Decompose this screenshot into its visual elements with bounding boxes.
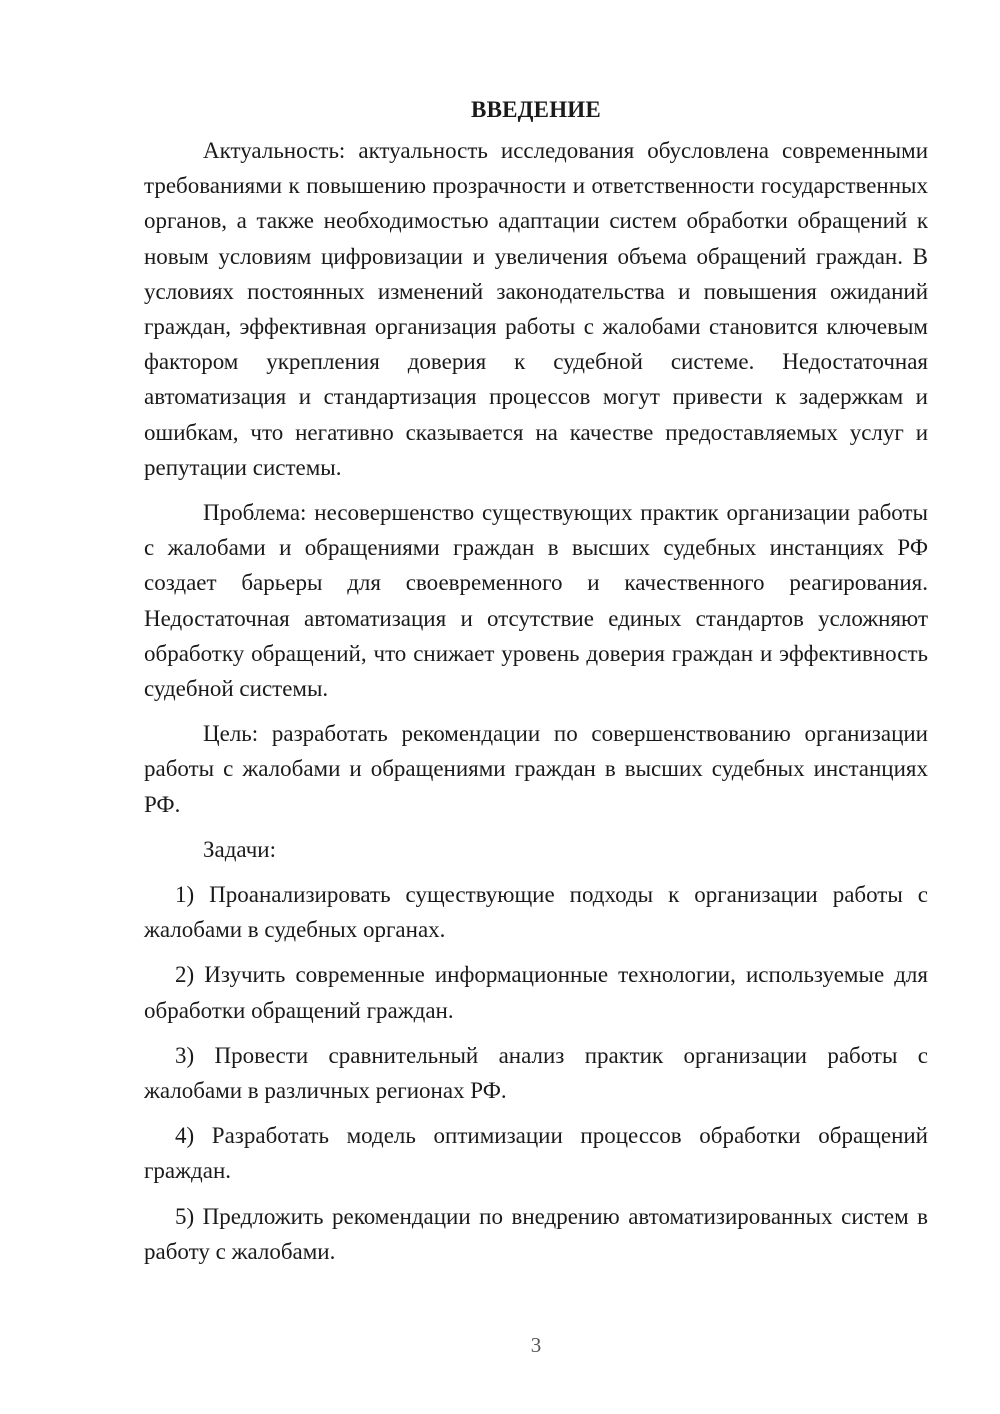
relevance-paragraph: Актуальность: актуальность исследования обусловлена современными требованиями к повышению прозрачности и ответственности государственных органов, а также необходимостью адаптации систем обработки обращений к новым условиям цифровизации и увеличения объема обращений граждан. В условиях постоянных изменений законодательства и повышения ожиданий граждан, эффективная организация работы с жалобами становится ключевым фактором укрепления доверия к судебной системе. Недостаточная автоматизация и стандартизация процессов могут привести к задержкам и ошибкам, что негативно сказывается на качестве предоставляемых услуг и репутации системы. <box>144 138 928 480</box>
task-item: 1) Проанализировать существующие подходы к организации работы с жалобами в судебных органах. <box>144 882 928 943</box>
problem-paragraph: Проблема: несовершенство существующих практик организации работы с жалобами и обращениями граждан в высших судебных инстанциях РФ создает барьеры для своевременного и качественного реагирования. Недостаточная автоматизация и отсутствие единых стандартов усложняют обработку обращений, что снижает уровень доверия граждан и эффективность судебной системы. <box>144 500 928 702</box>
goal-paragraph: Цель: разработать рекомендации по совершенствованию организации работы с жалобами и обращениями граждан в высших судебных инстанциях РФ. <box>144 721 928 817</box>
page-number: 3 <box>530 1333 542 1357</box>
task-item: 5) Предложить рекомендации по внедрению автоматизированных систем в работу с жалобами. <box>144 1203 928 1264</box>
task-item: 2) Изучить современные информационные технологии, используемые для обработки обращений граждан. <box>144 962 928 1023</box>
task-item: 3) Провести сравнительный анализ практик организации работы с жалобами в различных регионах РФ. <box>144 1042 928 1104</box>
tasks-label: Задачи: <box>203 836 276 862</box>
tasks-list <box>144 877 928 1269</box>
page-title: ВВЕДЕНИЕ <box>471 97 601 122</box>
task-item: 4) Разработать модель оптимизации процессов обработки обращений граждан. <box>144 1123 928 1184</box>
page-body <box>144 92 928 1279</box>
